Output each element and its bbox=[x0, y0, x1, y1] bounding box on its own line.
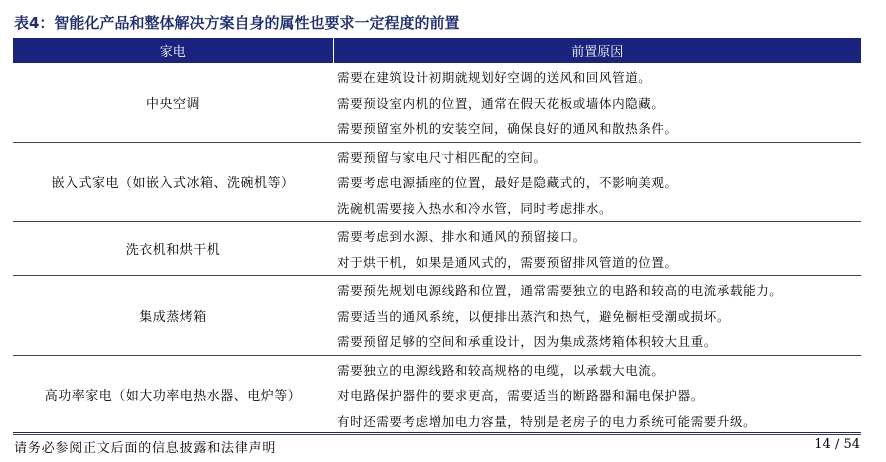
table-row bbox=[13, 222, 861, 276]
table-row bbox=[13, 355, 861, 435]
reason-line: 对于烘干机，如果是通风式的，需要预留排风管道的位置。 bbox=[337, 254, 678, 270]
reason-line: 需要预留室外机的安装空间，确保良好的通风和散热条件。 bbox=[337, 121, 678, 136]
reason-line: 有时还需要考虑增加电力容量，特别是老房子的电力系统可能需要升级。 bbox=[337, 413, 757, 429]
table-header-row bbox=[13, 38, 861, 63]
reason-line: 洗碗机需要接入热水和冷水管，同时考虑排水。 bbox=[337, 200, 613, 216]
reason-line: 需要预设室内机的位置，通常在假天花板或墙体内隐藏。 bbox=[337, 95, 665, 111]
reason-line: 需要预留足够的空间和承重设计，因为集成蒸烤箱体积较大且重。 bbox=[337, 334, 717, 349]
footer-divider bbox=[13, 432, 861, 433]
header-reason: 前置原因 bbox=[333, 38, 861, 63]
row-category: 高功率家电（如大功率电热水器、电炉等） bbox=[13, 355, 333, 435]
reason-line: 需要适当的通风系统，以便排出蒸汽和热气，避免橱柜受潮或损坏。 bbox=[337, 308, 731, 324]
reason-line: 需要考虑到水源、排水和通风的预留接口。 bbox=[337, 229, 586, 244]
row-reasons bbox=[333, 276, 861, 356]
row-reasons bbox=[333, 63, 861, 142]
row-category: 嵌入式家电（如嵌入式冰箱、洗碗机等） bbox=[13, 142, 333, 222]
row-category: 洗衣机和烘干机 bbox=[13, 222, 333, 276]
reason-line: 需要在建筑设计初期就规划好空调的送风和回风管道。 bbox=[337, 70, 652, 85]
row-reasons bbox=[333, 142, 861, 222]
table-row bbox=[13, 276, 861, 356]
row-category: 中央空调 bbox=[13, 63, 333, 142]
reason-line: 需要独立的电源线路和较高规格的电缆，以承载大电流。 bbox=[337, 362, 665, 378]
row-category: 集成蒸烤箱 bbox=[13, 276, 333, 356]
table-caption: 表4：智能化产品和整体解决方案自身的属性也要求一定程度的前置 bbox=[14, 14, 460, 32]
row-reasons bbox=[333, 222, 861, 276]
reason-line: 需要考虑电源插座的位置，最好是隐藏式的，不影响美观。 bbox=[337, 175, 678, 190]
page-number: 14 / 54 bbox=[814, 437, 860, 452]
reason-line: 需要预先规划电源线路和位置，通常需要独立的电路和较高的电流承载能力。 bbox=[337, 283, 783, 298]
reason-line: 对电路保护器件的要求更高，需要适当的断路器和漏电保护器。 bbox=[337, 388, 704, 403]
table-row bbox=[13, 63, 861, 142]
row-reasons bbox=[333, 355, 861, 435]
footer-disclaimer: 请务必参阅正文后面的信息披露和法律声明 bbox=[14, 441, 277, 456]
header-appliance: 家电 bbox=[13, 38, 333, 63]
appliance-prearrangement-table bbox=[13, 38, 861, 435]
table-row bbox=[13, 142, 861, 222]
reason-line: 需要预留与家电尺寸相匹配的空间。 bbox=[337, 149, 547, 165]
